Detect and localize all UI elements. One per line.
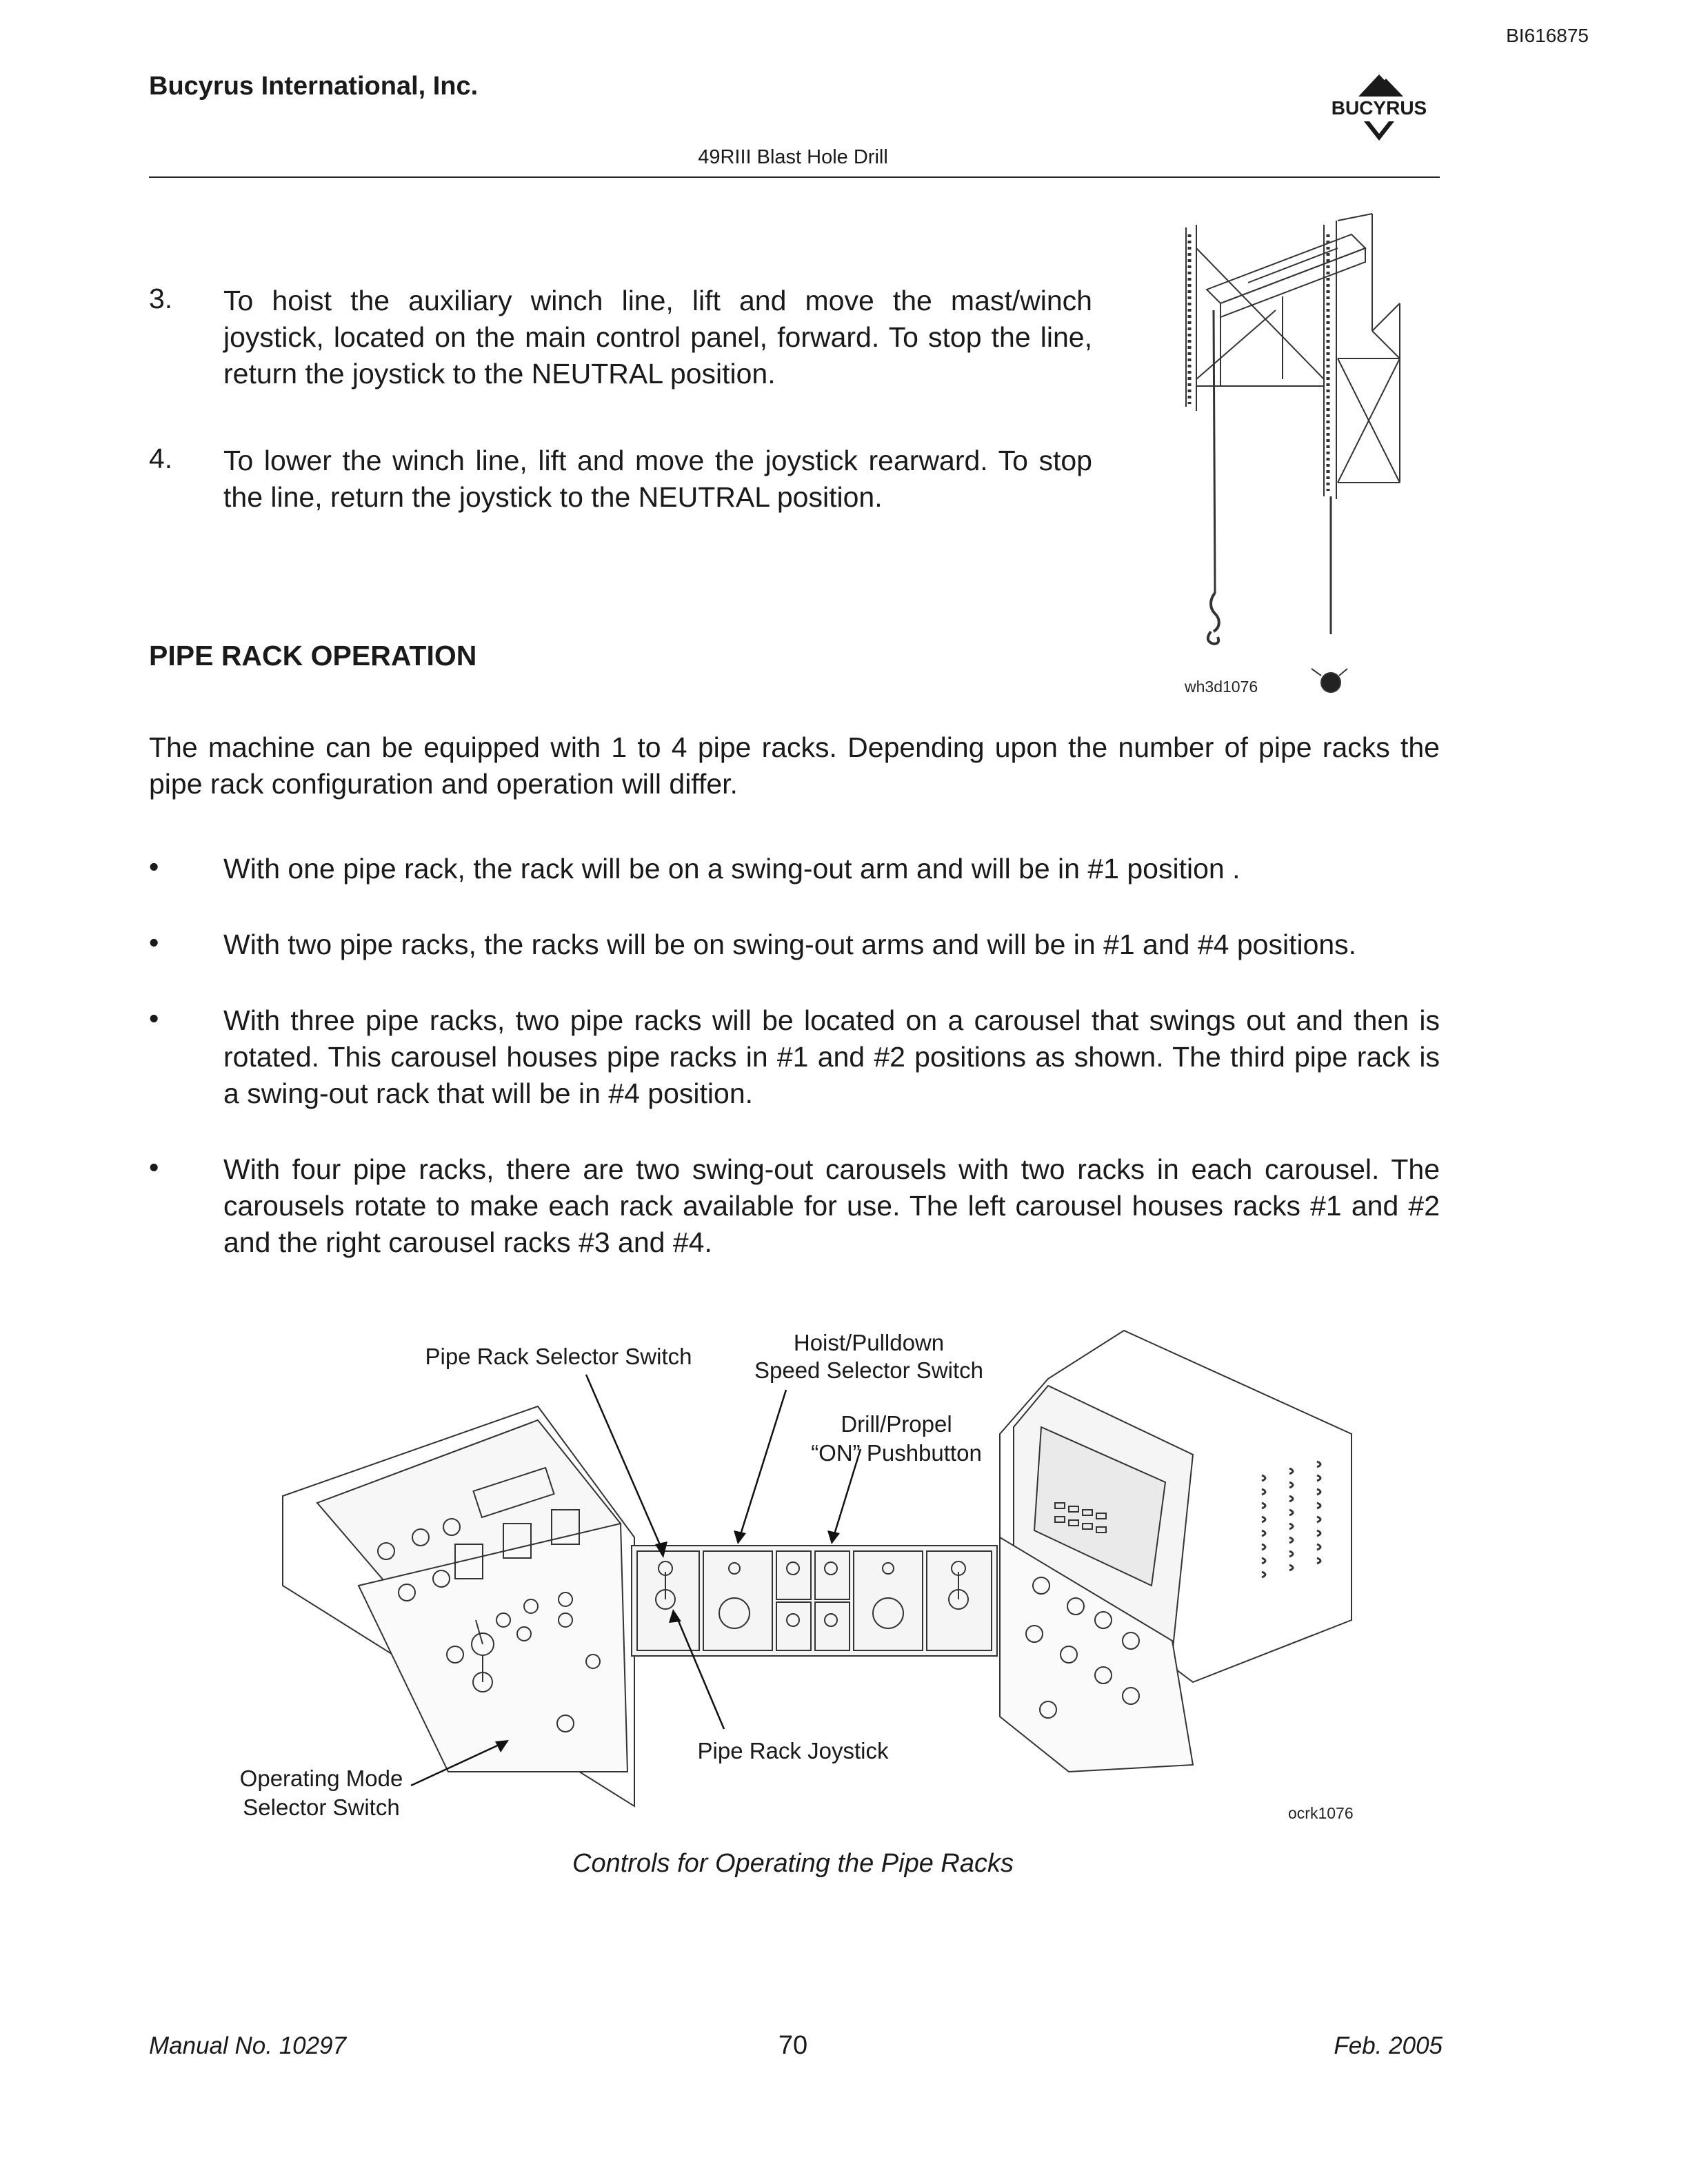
publication-date: Feb. 2005 [1334,2032,1443,2059]
step-text: To hoist the auxiliary winch line, lift and move the mast/winch joystick, located on the main control panel, forward. To stop the line, return the joystick to the NEUTRAL position. [223,285,1092,390]
header-divider [149,176,1440,178]
document-id: BI616875 [1506,25,1589,46]
callout-drill-propel-line1: Drill/Propel [841,1411,952,1437]
callout-operating-mode-line2: Selector Switch [243,1794,400,1820]
section-intro: The machine can be equipped with 1 to 4 pipe racks. Depending upon the number of pipe racks the pipe rack configuration and operation will differ. [149,731,1440,800]
bullet-marker: • [149,1002,159,1034]
callout-drill-propel-line2: “ON” Pushbutton [811,1440,982,1466]
panel-figure-code: ocrk1076 [1288,1804,1354,1822]
bullet-marker: • [149,927,159,958]
mast-winch-illustration [1165,207,1448,703]
callout-pipe-rack-selector-switch: Pipe Rack Selector Switch [425,1344,692,1369]
step-number: 4. [149,443,173,474]
step-text: To lower the winch line, lift and move the joystick rearward. To stop the line, return the joystick to the NEUTRAL position. [223,445,1092,513]
callout-pipe-rack-joystick: Pipe Rack Joystick [697,1738,889,1763]
step-number: 3. [149,283,173,314]
bucyrus-logo [1317,69,1441,152]
company-name: Bucyrus International, Inc. [149,72,479,101]
bullet-text: With three pipe racks, two pipe racks will be located on a carousel that swings out and then is rotated. This carousel houses pipe racks in #1 and #2 positions as shown. The third pipe rack is a swing-out rack that will be in #4 position. [223,1004,1440,1109]
callout-operating-mode-line1: Operating Mode [239,1766,403,1791]
bullet-text: With two pipe racks, the racks will be on swing-out arms and will be in #1 and #4 positions. [223,929,1357,960]
callout-hoist-pulldown-line2: Speed Selector Switch [754,1357,983,1383]
page-number: 70 [778,2031,808,2060]
callout-hoist-pulldown-line1: Hoist/Pulldown [793,1330,945,1355]
bullet-text: With one pipe rack, the rack will be on a swing-out arm and will be in #1 position . [223,853,1240,884]
winch-figure-code: wh3d1076 [1185,678,1258,696]
bullet-marker: • [149,1151,159,1183]
logo-text: BUCYRUS [1331,97,1427,119]
bullet-marker: • [149,851,159,882]
bullet-text: With four pipe racks, there are two swing-out carousels with two racks in each carousel. The carousels rotate to make each rack available for use. The left carousel houses racks #1 and #2 and the right carousel racks #3 and #4. [223,1153,1440,1258]
figure-caption: Controls for Operating the Pipe Racks [572,1849,1014,1878]
document-subtitle: 49RIII Blast Hole Drill [698,146,888,168]
section-heading: PIPE RACK OPERATION [149,640,477,671]
manual-number: Manual No. 10297 [149,2032,347,2059]
